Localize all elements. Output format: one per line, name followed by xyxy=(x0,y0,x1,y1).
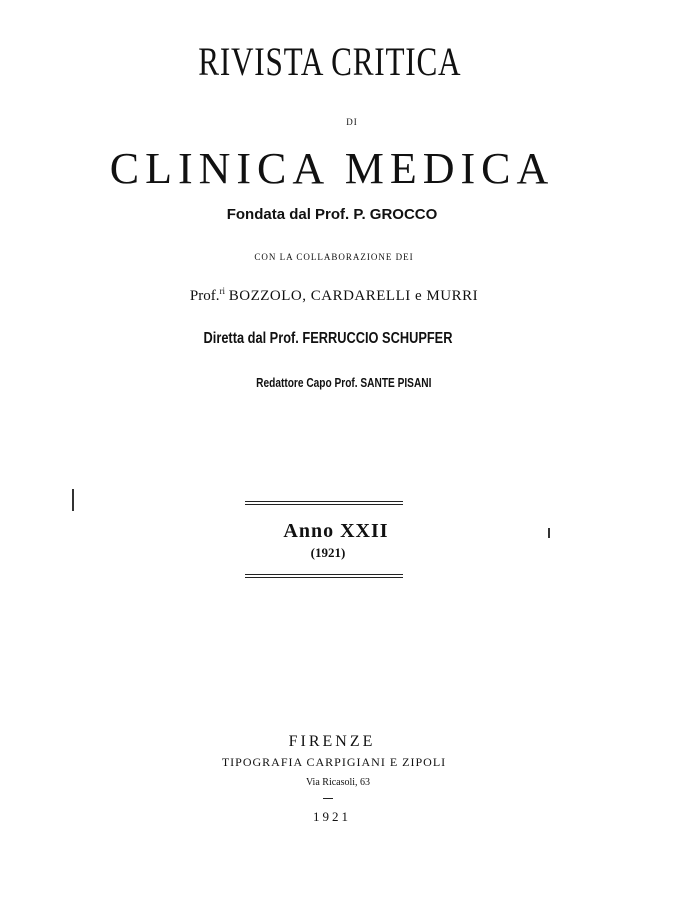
publisher-city: FIRENZE xyxy=(288,733,376,750)
professors-suffix: ri xyxy=(219,286,225,296)
journal-title-line1: RIVISTA CRITICA xyxy=(198,39,462,84)
journal-title-di: DI xyxy=(346,117,358,127)
directed-by: Diretta dal Prof. FERRUCCIO SCHUPFER xyxy=(203,330,453,347)
professors-prefix: Prof. xyxy=(189,288,220,304)
journal-title-line2: CLINICA MEDICA xyxy=(109,144,555,193)
divider-top xyxy=(245,501,403,505)
publisher-printer: TIPOGRAFIA CARPIGIANI E ZIPOLI xyxy=(221,755,447,769)
scan-mark xyxy=(548,528,550,538)
chief-editor: Redattore Capo Prof. SANTE PISANI xyxy=(256,375,432,390)
separator-dash xyxy=(323,798,333,799)
scan-mark xyxy=(72,489,74,511)
volume-year: (1921) xyxy=(310,545,346,560)
collaborating-professors xyxy=(0,287,676,304)
founded-by: Fondata dal Prof. P. GROCCO xyxy=(226,206,438,223)
volume-label: Anno XXII xyxy=(283,520,389,542)
divider-bottom xyxy=(245,574,403,578)
collaboration-note: CON LA COLLABORAZIONE DEI xyxy=(254,252,414,262)
professors-names: BOZZOLO, CARDARELLI e MURRI xyxy=(228,288,479,304)
publisher-address: Via Ricasoli, 63 xyxy=(305,777,371,788)
publication-year: 1921 xyxy=(313,809,351,824)
